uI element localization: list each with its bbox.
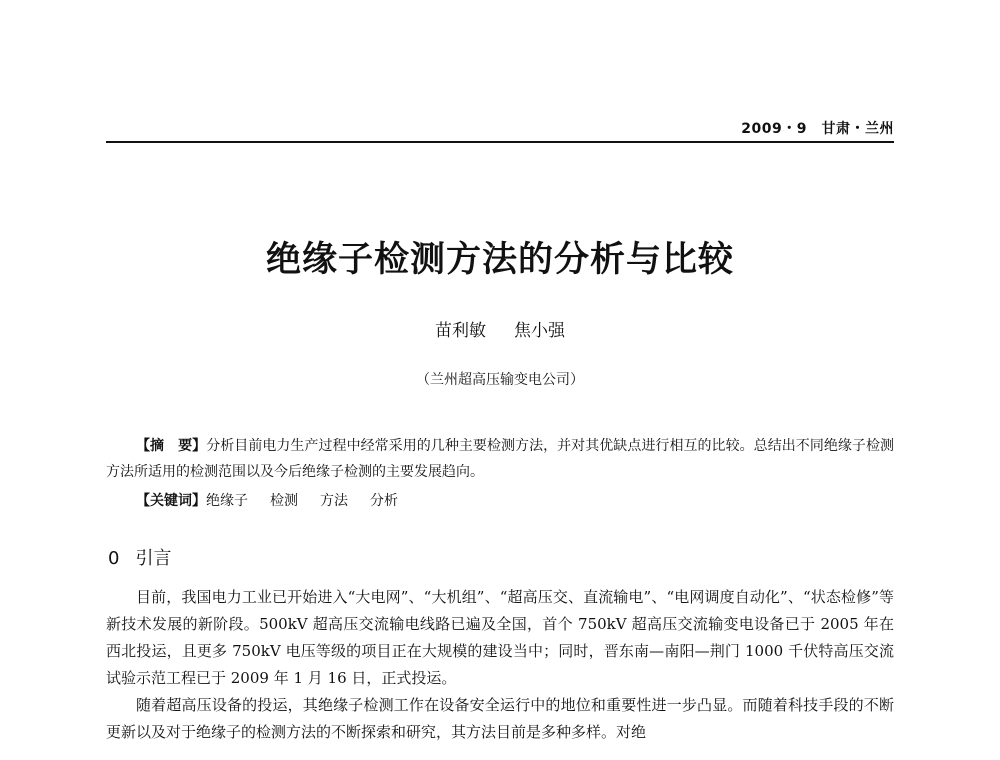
section-heading — [108, 544, 171, 570]
author: 焦小强 — [514, 321, 565, 341]
keyword: 检测 — [270, 493, 298, 509]
keyword: 方法 — [320, 493, 348, 509]
abstract-label: 【摘 要】 — [136, 438, 207, 454]
section-title: 引言 — [135, 548, 172, 569]
body-paragraph: 目前，我国电力工业已开始进入“大电网”、“大机组”、“超高压交、直流输电”、“电网调度自动化”、“状态检修”等新技术发展的新阶段。500kV 超高压交流输电线路已遍及全国，首个 750kV 超高压交流输变电设备已于 2005 年在西北投运，且更多 750kV 电压等级的项目正在大规模的建设当中；同时，晋东南—南阳—荆门 1000 千伏特高压交流试验示范工程已于 2009 年 1 月 16 日，正式投运。 — [106, 588, 894, 687]
header-rule — [106, 141, 894, 143]
body-text — [106, 584, 894, 746]
keywords-label: 【关键词】 — [136, 493, 206, 509]
affiliation: （兰州超高压输变电公司） — [416, 372, 584, 388]
abstract-text: 分析目前电力生产过程中经常采用的几种主要检测方法，并对其优缺点进行相互的比较。总结出不同绝缘子检测方法所适用的检测范围以及今后绝缘子检测的主要发展趋向。 — [106, 438, 895, 480]
keyword: 绝缘子 — [206, 493, 248, 509]
issue-location: 2009・9 甘肃・兰州 — [741, 121, 894, 137]
keywords — [136, 490, 398, 510]
author-list — [0, 316, 1000, 341]
section-number: 0 — [108, 548, 120, 569]
author: 苗利敏 — [435, 321, 486, 341]
paper-title: 绝缘子检测方法的分析与比较 — [265, 239, 734, 280]
abstract — [106, 433, 894, 485]
body-paragraph: 随着超高压设备的投运，其绝缘子检测工作在设备安全运行中的地位和重要性进一步凸显。而随着科技手段的不断更新以及对于绝缘子的检测方法的不断探索和研究，其方法目前是多种多样。对绝 — [106, 696, 894, 741]
keyword: 分析 — [370, 493, 398, 509]
